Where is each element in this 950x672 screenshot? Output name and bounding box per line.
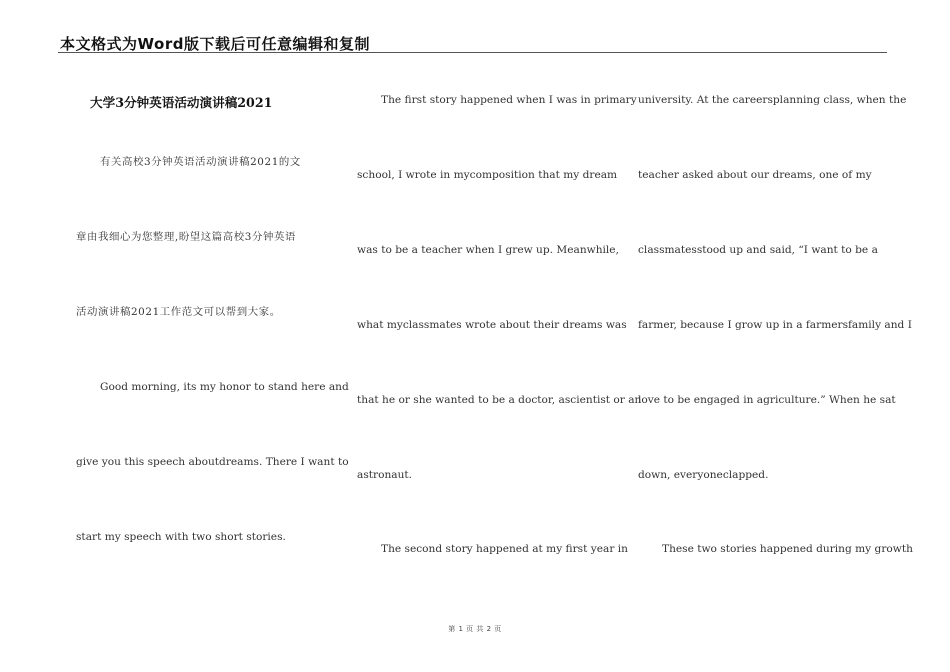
- document-title: 大学3分钟英语活动演讲稿2021: [90, 95, 273, 110]
- page-number-footer: 第 1 页 共 2 页: [448, 625, 502, 633]
- text-line: Good morning, its my honor to stand here and: [100, 381, 349, 393]
- text-line: farmer, because I grow up in a farmersfamily and I: [638, 319, 912, 331]
- text-line: give you this speech aboutdreams. There I want to: [76, 456, 349, 468]
- text-line: what myclassmates wrote about their dreams was: [357, 319, 627, 331]
- text-line: 活动演讲稿2021工作范文可以帮到大家。: [76, 306, 281, 318]
- text-line: The second story happened at my first year in: [381, 543, 628, 555]
- text-line: The first story happened when I was in primary: [381, 94, 637, 106]
- text-column-2: [357, 0, 642, 620]
- text-line: 章由我细心为您整理,盼望这篇高校3分钟英语: [76, 231, 296, 243]
- text-line: university. At the careersplanning class, when the: [638, 94, 907, 106]
- text-column-1: [76, 0, 349, 620]
- text-line: start my speech with two short stories.: [76, 531, 286, 543]
- text-line: These two stories happened during my growth: [662, 543, 913, 555]
- text-line: down, everyoneclapped.: [638, 469, 769, 481]
- text-line: astronaut.: [357, 469, 413, 481]
- text-line: that he or she wanted to be a doctor, ascientist or an: [357, 394, 642, 406]
- text-line: love to be engaged in agriculture.” When he sat: [638, 394, 896, 406]
- text-line: school, I wrote in mycomposition that my dream: [357, 169, 618, 181]
- document-header-title: 本文格式为Word版下载后可任意编辑和复制: [60, 35, 370, 53]
- text-column-3: [638, 0, 913, 620]
- text-line: 有关高校3分钟英语活动演讲稿2021的文: [100, 156, 301, 168]
- text-line: classmatesstood up and said, “I want to be a: [638, 244, 878, 256]
- text-line: was to be a teacher when I grew up. Meanwhile,: [357, 244, 619, 256]
- text-line: teacher asked about our dreams, one of my: [638, 169, 872, 181]
